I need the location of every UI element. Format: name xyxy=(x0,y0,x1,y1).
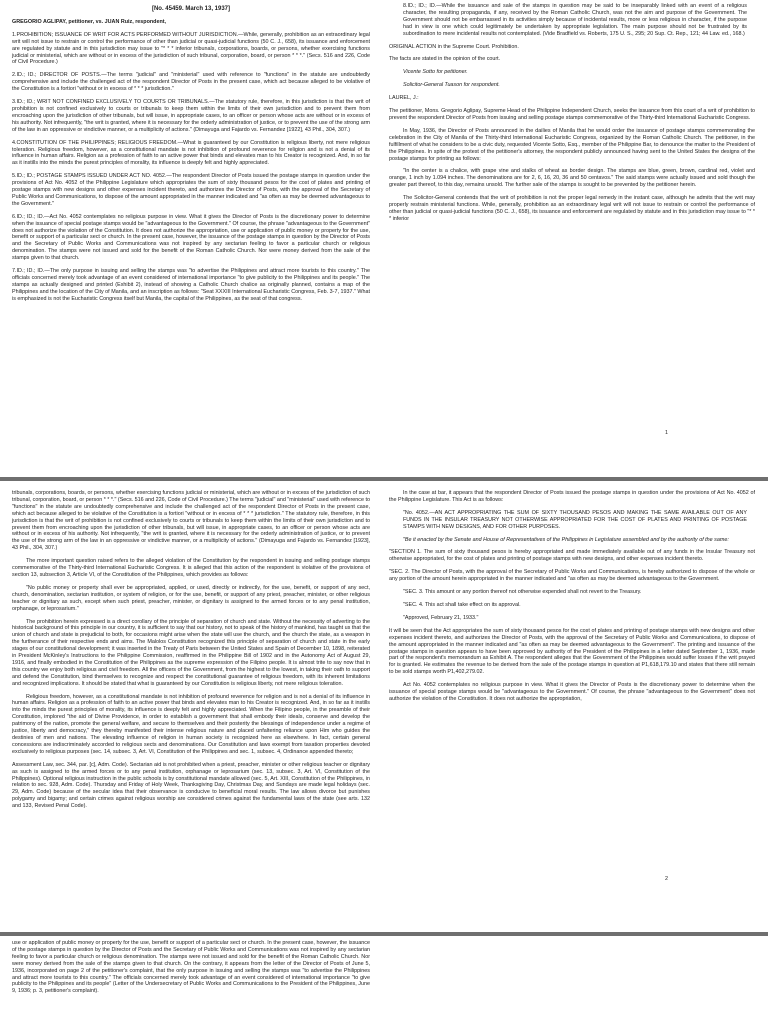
ponente: LAUREL, J.: xyxy=(389,95,419,102)
counsel-petitioner: Vicente Sotto for petitioner. xyxy=(403,69,468,76)
page-number: 1 xyxy=(665,430,668,436)
page1-left-column xyxy=(12,6,370,309)
original-action: ORIGINAL ACTION in the Supreme Court. Prohibition. xyxy=(389,43,519,50)
document-page-2 xyxy=(0,481,768,932)
page2-left-column xyxy=(12,490,370,816)
act-section: "SEC. 3. This amount or any portion thereof not otherwise expended shall not revert to the Treasury. xyxy=(403,589,642,596)
syllabus-item: 3.ID.; ID.; WRIT NOT CONFINED EXCLUSIVELY TO COURTS OR TRIBUNALS.—The statutory rule, therefore, in this jurisdiction is that the writ of prohibition is not confined exclusively to courts or tribunals to keep them within the limits of their own jurisdiction and to prevent them from encroaching upon the jurisdiction of other tribunals, but will issue, in appropriate cases, to an officer or person whose acts are without or in excess of his authority. Not infrequently, "the writ is granted, where it is necessary for the orderly administration of justice, or to prevent the use of the strong arm of the law in an oppressive or vindictive manner, or a multiplicity of actions." (Dimayuga and Fajardo vs. Fernandez [1922], 43 Phil., 304, 307.) xyxy=(12,99,370,133)
opinion-paragraph: Religious freedom, however, as a constitutional mandate is not inhibition of profound reverence for religion and is not a denial of its influence in human affairs. Religion as a profession of faith to an active power that binds and elevates man to his Creator is recognized. And, in so far as it instills into the minds the purest principles of morality, its influence is deeply felt and highly appreciated. When the Filipino people, in the preamble of their Constitution, implored "the aid of Divine Providence, in order to establish a government that shall embody their ideals, conserve and develop the patrimony of the nation, promote the general welfare, and secure to themselves and their posterity the blessings of independence under a regime of justice, liberty and democracy," they thereby manifested their intense religious nature and placed unfaltering reliance upon Him who guides the destinies of men and nations. The elevating influence of religion in human society is recognized here as elsewhere. In fact, certain general concessions are indiscriminately accorded to religious sects and denominations. Our Constitution and laws exempt from taxation properties devoted exclusively to religious purposes (sec. 14, subsec. 3, Art. VI, Constitution of the Philippines and sec. 1, subsec. 4, Ordinance appended thereto; xyxy=(12,693,370,755)
constitution-quote: "No public money or property shall ever be appropriated, applied, or used, directly or indirectly, for the use, benefit, or support of any sect, church, denomination, sectarian institution, or system of religion, or for the use, benefit, or support of any priest, preacher, minister, or other religious teacher or dignitary as such, except when such priest, preacher, minister, or dignitary is assigned to the armed forces or to any penal institution, orphanage, or leprosarium." xyxy=(12,584,370,612)
syllabus-item: 4.CONSTITUTION OF THE PHILIPPINES; RELIGIOUS FREEDOM.—What is guaranteed by our Constitution is religious liberty, not mere religious toleration. Religious freedom, however, as a constitutional mandate is not inhibition of profound reverence for religion and is not a denial of its influence in human affairs. Religion as a profession of faith to an active power that binds and elevates man to his Creator is recognized. And, in so far as it instills into the minds the purest principles of morality, its influence is deeply felt and highly appreciated. xyxy=(12,139,370,167)
document-page-3 xyxy=(0,936,768,1024)
opinion-paragraph: The more important question raised refers to the alleged violation of the Constitution by the respondent in issuing and selling postage stamps commemorative of the Thirty-third International Eucharistic Congress. It is alleged that this action of the respondent is violative of the provisions of section 13, subsection 3, Article VI, of the Constitution of the Philippines, which provides as follows: xyxy=(12,558,370,578)
syllabus-item: 2.ID.; ID.; DIRECTOR OF POSTS.—The terms "judicial" and "ministerial" used with reference to "functions" in the statute are undoubtedly comprehensive and include the challenged act of the respondent Director of Posts in the present case, which act because alleged to be violative of the Constitution is a fortiori "without or in excess of * * * jurisdiction." xyxy=(12,72,370,93)
counsel-respondent: Solicitor-General Tuason for respondent. xyxy=(403,82,500,89)
act-title: "No. 4052.—AN ACT APPROPRIATING THE SUM OF SIXTY THOUSAND PESOS AND MAKING THE SAME AVAILABLE OUT OF ANY FUNDS IN THE INSULAR TREASURY NOT OTHERWISE APPROPRIATED FOR THE COST OF PLATES AND PRINTING OF POSTAGE STAMPS WITH NEW DESIGNS, AND FOR OTHER PURPOSES. xyxy=(403,509,747,530)
act-section: "SECTION 1. The sum of sixty thousand pesos is hereby appropriated and made immediately available out of any funds in the Insular Treasury not otherwise appropriated, for the cost of plates and printing of postage stamps with new designs, and other expenses incident thereto. xyxy=(389,549,755,563)
opinion-paragraph: In May, 1936, the Director of Posts announced in the dailies of Manila that he would order the issuance of postage stamps commemorating the celebration in the City of Manila of the Thirty-third International Eucharistic Congress, organized by the Roman Catholic Church. The petitioner, in the fulfillment of what he considers to be a civic duty, requested Vicente Sotto, Esq., member of the Philippine Bar, to denounce the matter to the President of the Philippines. In spite of the protest of the petitioner's attorney, the respondent publicly announced having sent to the United States the designs of the postage stamps for printing as follows: xyxy=(389,127,755,162)
page3-left-column xyxy=(12,940,370,1001)
page2-right-column xyxy=(389,490,755,709)
opinion-paragraph: The prohibition herein expressed is a direct corollary of the principle of separation of church and state. Without the necessity of adverting to the historical background of this principle in our country, it is sufficient to say that our history, not to speak of the history of mankind, has taught us that the union of church and state is prejudicial to both, for occasions might arise when the state will use the church, and the church the state, as a weapon in the furtherance of their respective ends and aims. The Malolos Constitution recognized this principle of separation of church and state in the early stages of our constitutional development; it was inserted in the Treaty of Paris between the United States and Spain of December 10, 1898, reiterated in President McKinley's Instructions to the Philippine Commission, reaffirmed in the Philippine Bill of 1902 and in the Autonomy Act of August 29, 1916, and finally embodied in the Constitution of the Philippines as the supreme expression of the Filipino people. It is almost trite to say now that in this country we enjoy both religious and civil freedom. All the officers of the Government, from the highest to the lowest, in taking their oath to support and defend the Constitution, bind themselves to recognize and respect the constitutional guarantee of religious freedom, with its inherent limitations and recognized implications. It should be stated that what is guaranteed by our Constitution is religious liberty, not mere religious toleration. xyxy=(12,618,370,687)
opinion-paragraph: It will be seen that the Act appropriates the sum of sixty thousand pesos for the cost of plates and printing of postage stamps with new designs and other expenses incident thereto, and authorizes the Director of Posts, with the approval of the Secretary of Public Works and Communications, to dispose of the amount appropriated in the manner indicated and "as often as may be deemed advantageous to the Government". The printing and issuance of the postage stamps in question appears to have been approved by authority of the President of the Philippines in a letter dated September 1, 1936, made part of the respondent's memorandum as Exhibit A. The respondent alleges that the Government of the Philippines would suffer losses if the writ prayed for is granted. He estimates the revenue to be derived from the sale of the postage stamps in question at P1,618,179.10 and states that there still remain to be sold stamps worth P1,402,279.02. xyxy=(389,627,755,676)
syllabus-item: 7.ID.; ID.; ID.—The only purpose in issuing and selling the stamps was "to advertise the Philippines and attract more tourists to this country." The officials concerned merely took advantage of an event considered of international importance "to give publicity to the Philippines and its people." The stamps as actually designed and printed (Exhibit 2), instead of showing a Catholic Church chalice as originally planned, contains a map of the Philippines and the location of the City of Manila, and an inscription as follows: "Seat XXXIII International Eucharistic Congress, Feb. 3-7, 1937." What is emphasized is not the Eucharistic Congress itself but Manila, the capital of the Philippines, as the seat of that congress. xyxy=(12,268,370,302)
opinion-paragraph: The Solicitor-General contends that the writ of prohibition is not the proper legal remedy in the instant case, although he admits that the writ may properly restrain ministerial functions. While, generally, prohibition as an extraordinary legal writ will not issue to restrain or control the performance of other than judicial or quasi-judicial functions (50 C. J., 658), its issuance and enforcement are regulated by statute and in this jurisdiction may issue to "* * * inferior xyxy=(389,195,755,222)
syllabus-item: 1.PROHIBITION; ISSUANCE OF WRIT FOR ACTS PERFORMED WITHOUT JURISDICTION.—While, generally, prohibition as an extraordinary legal writ will not issue to restrain or control the performance of other than judicial or quasi-judicial functions (50 C. J., 658), its issuance and enforcement are regulated by statute and in this jurisdiction may issue to "* * * inferior tribunals, corporations, boards, or persons, whether exercising functions judicial or ministerial, which are without or in excess of the jurisdiction of such tribunal, corporation, board, or person * * *." (Secs. 516 and 226, Code of Civil Procedure.) xyxy=(12,31,370,66)
syllabus-item: 5.ID.; ID.; POSTAGE STAMPS ISSUED UNDER ACT NO. 4052.—The respondent Director of Posts issued the postage stamps in question under the provisions of Act No. 4052 of the Philippine Legislature which appropriates the sum of sixty thousand pesos for the cost of plates and printing of postage stamps with new designs and other expenses incident thereto, and authorizes the Director of Posts, with the approval of the Secretary of Public Works and Communications, to dispose of the amount appropriated in the manner indicated and "as often as may be deemed advantageous to the Government." xyxy=(12,173,370,207)
opinion-paragraph: Assessment Law, sec. 344, par. [c], Adm. Code). Sectarian aid is not prohibited when a priest, preacher, minister or other religious teacher or dignitary as such is assigned to the armed forces or to any penal institution, orphanage or leprosarium (sec. 13, subsec. 3, Art. VI, Constitution of the Philippines). Optional religious instruction in the public schools is by constitutional mandate allowed (sec. 5, Art. XIII, Constitution of the Philippines, in relation to sec. 928, Adm. Code). Thursday and Friday of Holy Week, Thanksgiving Day, Christmas Day, and Sundays are made legal holidays (sec. 29, Adm. Code) because of the secular idea that their observance is conducive to beneficial moral results. The law allows divorce but punishes polygamy and bigamy; and certain crimes against religious worship are considered crimes against the fundamental laws of the state (see arts. 132 and 133, Revised Penal Code). xyxy=(12,761,370,810)
case-parties: GREGORIO AGLIPAY, petitioner, vs. JUAN Ruiz, respondent, xyxy=(12,18,167,25)
page1-right-column xyxy=(389,3,755,229)
page-number: 2 xyxy=(665,876,668,882)
opinion-paragraph: "In the center is a chalice, with grape vine and stalks of wheat as border design. The stamps are blue, green, brown, cardinal red, violet and orange, 1 inch by 1.094 inches. The denominations are for 2, 6, 16, 20, 36 and 50 centavos." The said stamps were actually issued and sold though the greater part thereof, to this day, remains unsold. The further sale of the stamps is sought to be prevented by the petitioner herein. xyxy=(389,168,755,189)
enacting-clause: "Be it enacted by the Senate and House of Representatives of the Philippines in Legislature assembled and by the authority of the same: xyxy=(403,536,729,543)
opinion-paragraph: In the case at bar, it appears that the respondent Director of Posts issued the postage stamps in question under the provisions of Act No. 4052 of the Philippine Legislature. This Act is as follows: xyxy=(389,490,755,503)
opinion-paragraph: The petitioner, Mons. Gregorio Aglipay, Supreme Head of the Philippine Independent Church, seeks the issuance from this court of a writ of prohibition to prevent the respondent Director of Posts from issuing and selling postage stamps commemorative of the Thirty-third International Eucharistic Congress. xyxy=(389,108,755,121)
case-number: [No. 45459. March 13, 1937] xyxy=(151,6,231,12)
opinion-paragraph: tribunals, corporations, boards, or persons, whether exercising functions judicial or ministerial, which are without or in excess of the jurisdiction of such tribunal, corporation, board, or person * * *." (Secs. 516 and 226, Code of Civil Procedure.) The terms "judicial" and "ministerial" used with reference to "functions" in the statute are undoubtedly comprehensive and include the challenged act of the respondent Director of Posts in the present case, which act because alleged to be violative of the Constitution is a fortiori "without or in excess of * * * jurisdiction." The statutory rule, therefore, in this jurisdiction is that the writ of prohibition is not confined exclusively to courts or tribunals to keep them within the limits of their own jurisdiction and to prevent them from encroaching upon the jurisdiction of other tribunals, but will issue, in appropriate cases, to an officer or person whose acts are without or in excess of his authority. Not infrequently, "the writ is granted, where it is necessary for the orderly administration of justice, or to prevent the use of the strong arm of the law in an oppressive or vindictive manner, or a multiplicity of actions." (Dimayuga and Fajardo vs. Fernandez [1923], 43 Phil., 304, 307.) xyxy=(12,490,370,552)
act-approval: "Approved, February 21, 1933." xyxy=(403,614,479,621)
facts-note: The facts are stated in the opinion of the court. xyxy=(389,56,501,63)
syllabus-item: 8.ID.; ID.; ID.—While the issuance and sale of the stamps in question may be said to be inseparably linked with an event of a religious character, the resulting propaganda, if any, received by the Roman Catholic Church, was not the aim and purpose of the Government. The Government should not be embarrassed in its activities simply because of incidental results, more or less religious in character, if the purpose had in view is one which could legitimately be undertaken by appropriate legislation. The main purpose should not be frustrated by its subordination to mere incidental results not contemplated. (Vide Bradfield vs. Roberts, 175 U. S., 295; 20 Sup. Ct. Rep., 121; 44 Law. ed., 168.) xyxy=(403,3,747,37)
act-section: "SEC. 4. This act shall take effect on its approval. xyxy=(403,601,521,608)
document-page-1 xyxy=(0,0,768,477)
syllabus-item: 6.ID.; ID.; ID.—Act No. 4052 contemplates no religious purpose in view. What it gives the Director of Posts is the discretionary power to determine when the issuance of special postage stamps would be "advantageous to the Government." Of course, the phrase "advantageous to the Government" does not authorize the violation of the Constitution. It does not authorize the appropriation, use or application of public money or property for the use, benefit or support of a particular sect or church. In the present case, however, the issuance of the postage stamps in question by the Director of Posts and the Secretary of Public Works and Communications was not inspired by any sectarian feeling to favor a particular church or religious denomination. The stamps were not issued and sold for the benefit of the Roman Catholic Church. Nor were money derived from the sale of the stamps given to that church. xyxy=(12,213,370,262)
opinion-paragraph: use or application of public money or property for the use, benefit or support of a particular sect or church. In the present case, however, the issuance of the postage stamps in question by the Director of Posts and the Secretary of Public Works and Communications was not inspired by any sectarian feeling to favor a particular church or religious denomination. The stamps were not issued and sold for the benefit of the Roman Catholic Church. Nor were money derived from the sale of the stamps given to that church. On the contrary, it appears from the letter of the Director of Posts of June 5, 1936, incorporated on page 2 of the petitioner's complaint, that the only purpose in issuing and selling the stamps was "to advertise the Philippines and attract more tourists to this country." The officials concerned merely took advantage of an event considered of international importance "to give publicity to the Philippines and its people" (Letter of the Undersecretary of Public Works and Communications to the President of the Philippines, June 9, 1936; p. 3, petitioner's complaint). xyxy=(12,940,370,995)
act-section: "SEC. 2. The Director of Posts, with the approval of the Secretary of Public Works and Communications, is hereby authorized to dispose of the whole or any portion of the amount herein appropriated in the manner indicated and "as often as may be deemed advantageous to the Government. xyxy=(389,569,755,583)
opinion-paragraph: Act No. 4052 contemplates no religious purpose in view. What it gives the Director of Posts is the discretionary power to determine when the issuance of special postage stamps would be "advantageous to the Government." Of course, the phrase "advantageous to the Government" does not authorize the violation of the Constitution. It does not authorize the appropriation, xyxy=(389,682,755,702)
